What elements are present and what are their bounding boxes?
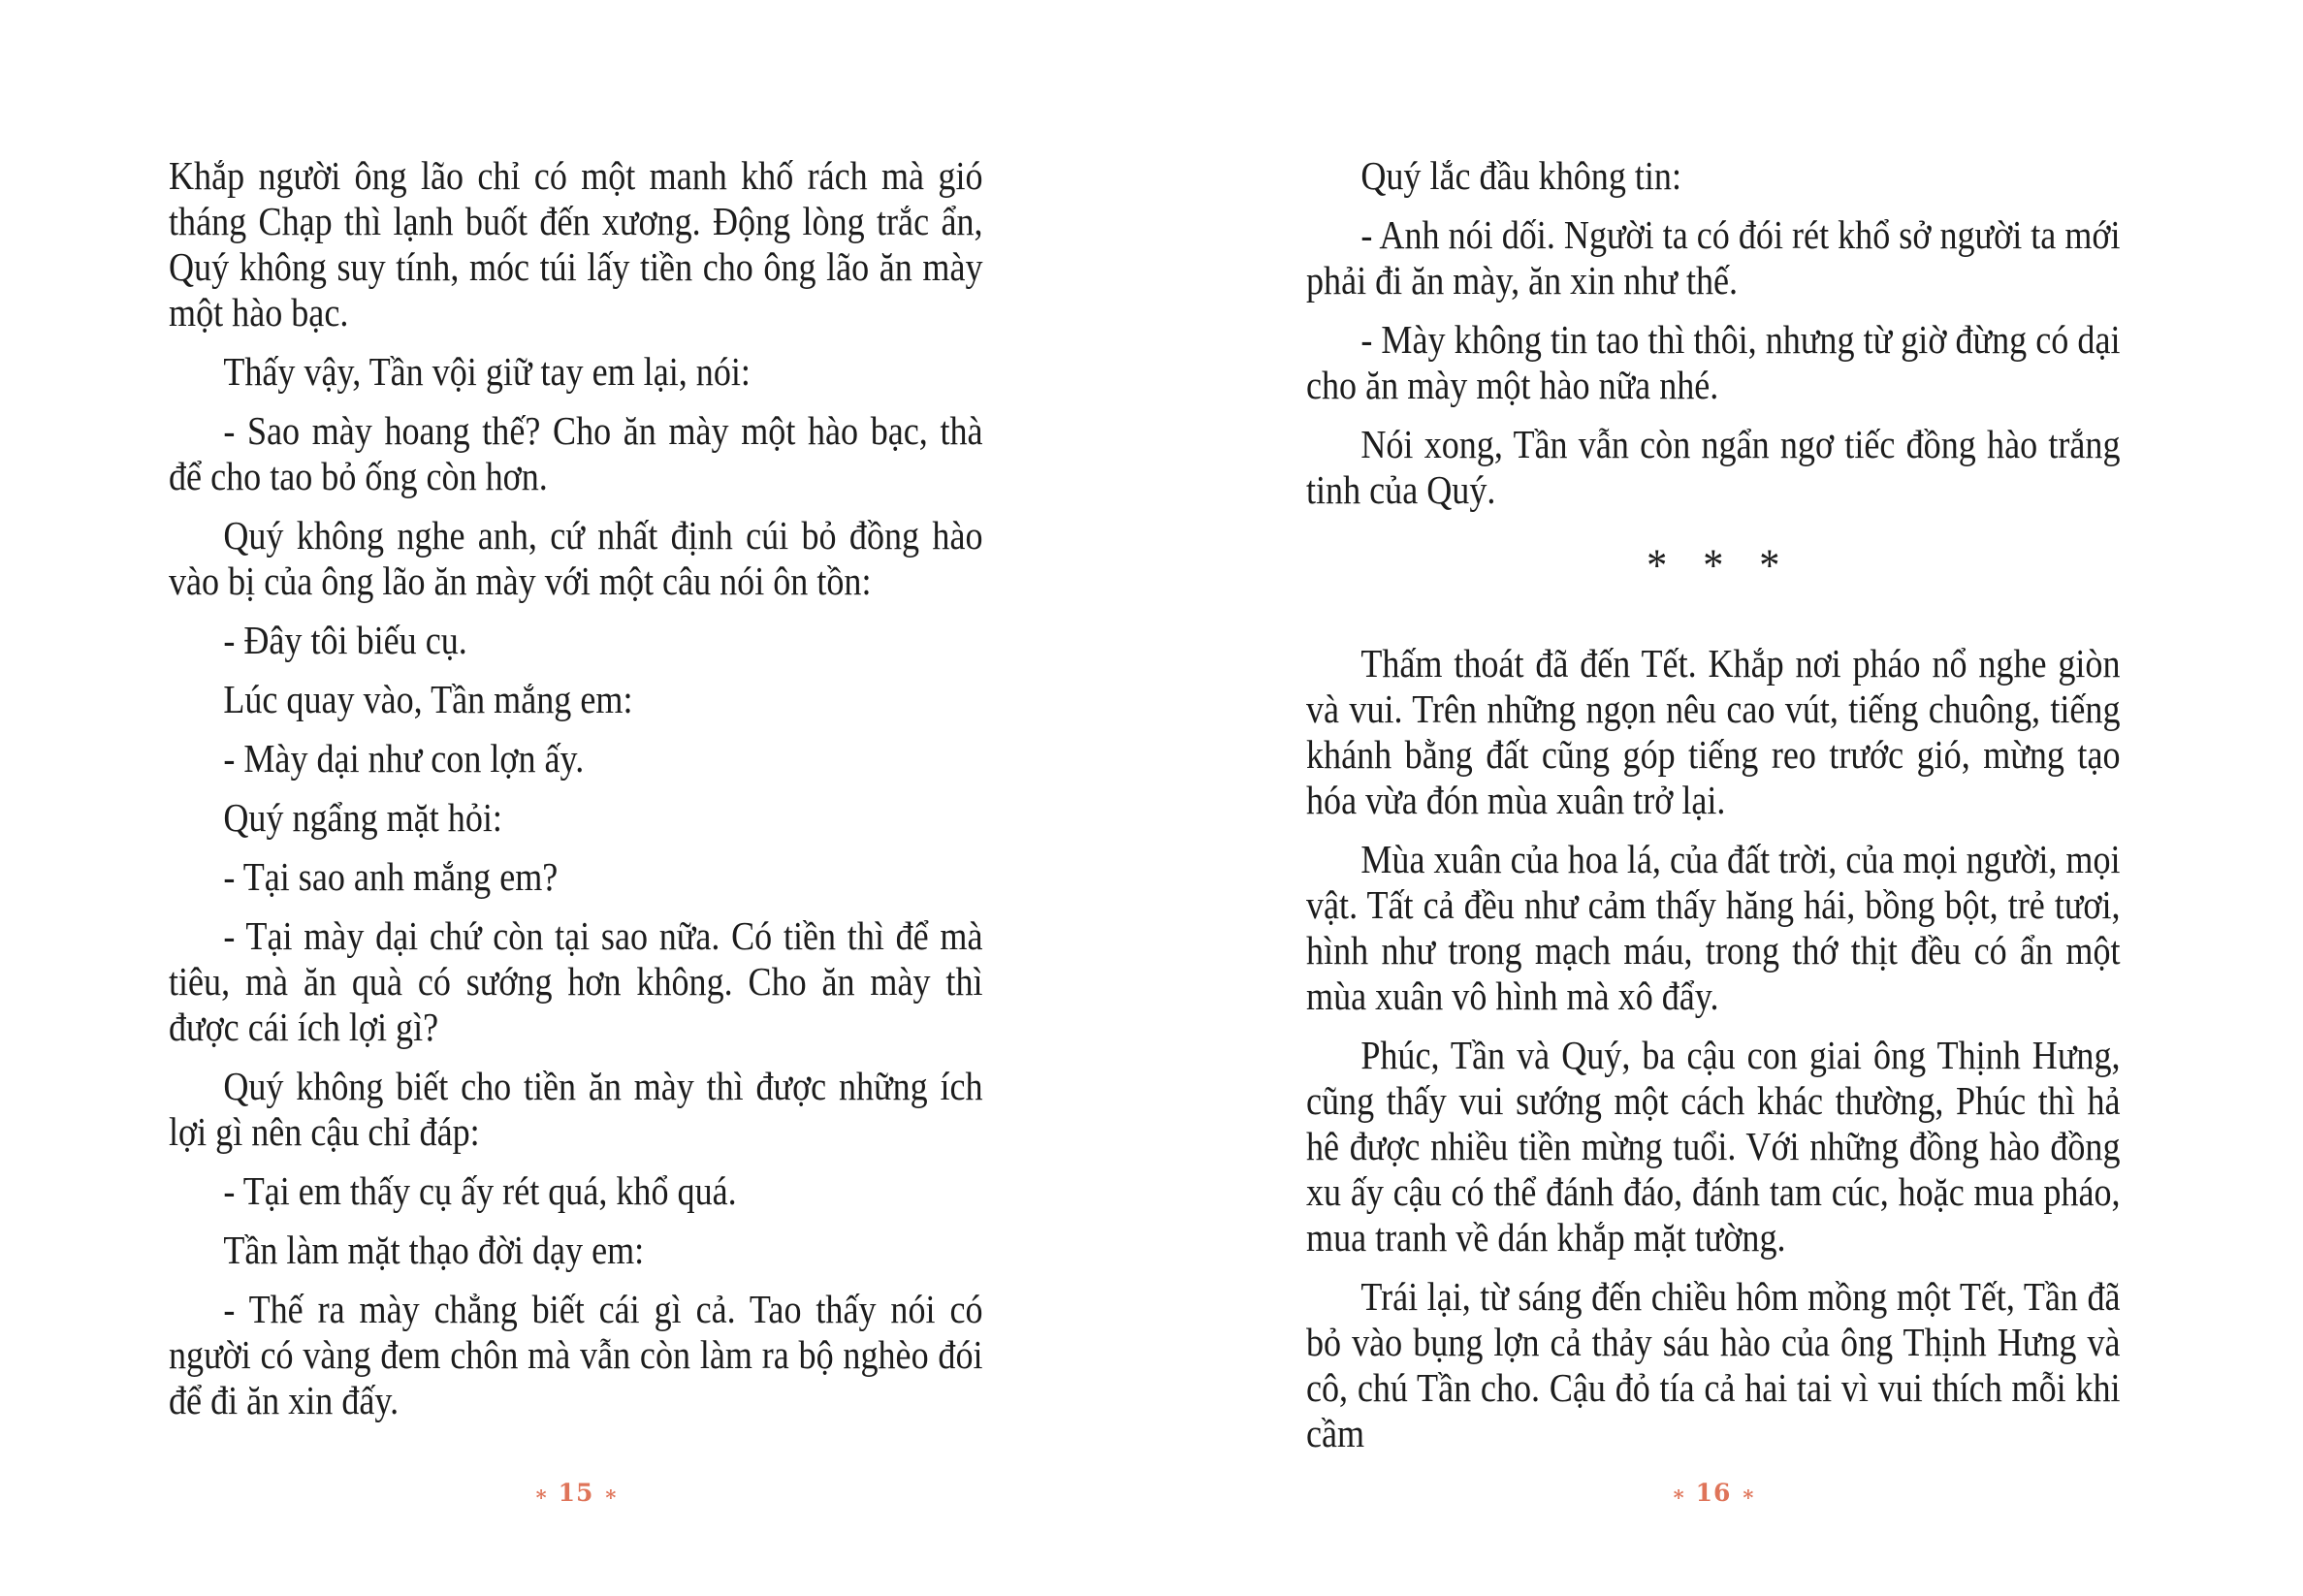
asterisk-icon: * — [1743, 1485, 1754, 1510]
asterisk-icon: * — [1673, 1485, 1684, 1510]
page-15-footer — [169, 1479, 983, 1509]
paragraph: Quý không nghe anh, cứ nhất định cúi bỏ đồng hào vào bị của ông lão ăn mày với một câu nói ôn tồn: — [169, 513, 983, 603]
page-16-text-block — [1306, 153, 2121, 1456]
paragraph: Quý ngẩng mặt hỏi: — [223, 795, 502, 840]
paragraph: Khắp người ông lão chỉ có một manh khố rách mà gió tháng Chạp thì lạnh buốt đến xương. Động lòng trắc ẩn, Quý không suy tính, móc túi lấy tiền cho ông lão ăn mày một hào bạc. — [169, 153, 983, 335]
dialogue-paragraph: - Tại mày dại chứ còn tại sao nữa. Có tiền thì để mà tiêu, mà ăn quà có sướng hơn không. Cho ăn mày thì được cái ích lợi gì? — [169, 913, 983, 1049]
paragraph: Tần làm mặt thạo đời dạy em: — [223, 1228, 645, 1272]
paragraph: Thấy vậy, Tần vội giữ tay em lại, nói: — [223, 349, 751, 394]
paragraph: Trái lại, từ sáng đến chiều hôm mồng một Tết, Tần đã bỏ vào bụng lợn cả thảy sáu hào của ông Thịnh Hưng và cô, chú Tần cho. Cậu đỏ tía cả hai tai vì vui thích mỗi khi cầm — [1306, 1274, 2121, 1455]
page-number: 15 — [558, 1479, 594, 1507]
paragraph: Thấm thoát đã đến Tết. Khắp nơi pháo nổ nghe giòn và vui. Trên những ngọn nêu cao vút, tiếng chuông, tiếng khánh bằng đất cũng góp tiếng reo trước gió, mừng tạo hóa vừa đón mùa xuân trở lại. — [1306, 641, 2121, 822]
dialogue-paragraph: - Tại sao anh mắng em? — [223, 854, 559, 899]
dialogue-paragraph: - Đây tôi biếu cụ. — [223, 618, 467, 662]
page-15 — [169, 153, 983, 1437]
asterisk-icon: * — [605, 1485, 617, 1510]
paragraph: Quý không biết cho tiền ăn mày thì được những ích lợi gì nên cậu chỉ đáp: — [169, 1064, 983, 1154]
dialogue-paragraph: - Thế ra mày chẳng biết cái gì cả. Tao thấy nói có người có vàng đem chôn mà vẫn còn làm ra bộ nghèo đói để đi ăn xin đấy. — [169, 1287, 983, 1422]
dialogue-paragraph: - Anh nói dối. Người ta có đói rét khổ sở người ta mới phải đi ăn mày, ăn xin như thế. — [1306, 212, 2121, 303]
page-number: 16 — [1695, 1479, 1732, 1507]
paragraph: Lúc quay vào, Tần mắng em: — [223, 677, 633, 721]
paragraph: Quý lắc đầu không tin: — [1360, 153, 1682, 198]
dialogue-paragraph: - Sao mày hoang thế? Cho ăn mày một hào bạc, thà để cho tao bỏ ống còn hơn. — [169, 408, 983, 498]
asterisk-icon: * — [535, 1485, 547, 1510]
dialogue-paragraph: - Mày không tin tao thì thôi, nhưng từ giờ đừng có dại cho ăn mày một hào nữa nhé. — [1306, 317, 2121, 407]
page-15-text-block — [169, 153, 983, 1423]
paragraph: Phúc, Tần và Quý, ba cậu con giai ông Thịnh Hưng, cũng thấy vui sướng một cách khác thường, Phúc thì hả hê được nhiều tiền mừng tuổi. Với những đồng hào đồng xu ấy cậu có thể đánh đáo, đánh tam cúc, hoặc mua pháo, mua tranh về dán khắp mặt tường. — [1306, 1033, 2121, 1260]
paragraph: Nói xong, Tần vẫn còn ngẩn ngơ tiếc đồng hào trắng tinh của Quý. — [1306, 422, 2121, 512]
page-16 — [1306, 153, 2121, 1470]
section-separator: * * * — [1647, 540, 1780, 591]
dialogue-paragraph: - Mày dại như con lợn ấy. — [223, 736, 585, 781]
dialogue-paragraph: - Tại em thấy cụ ấy rét quá, khổ quá. — [223, 1168, 737, 1213]
paragraph: Mùa xuân của hoa lá, của đất trời, của mọi người, mọi vật. Tất cả đều như cảm thấy hăng hái, bồng bột, trẻ tươi, hình như trong mạch máu, trong thớ thịt đều có ẩn một mùa xuân vô hình mà xô đẩy. — [1306, 837, 2121, 1018]
page-16-footer — [1306, 1479, 2121, 1509]
